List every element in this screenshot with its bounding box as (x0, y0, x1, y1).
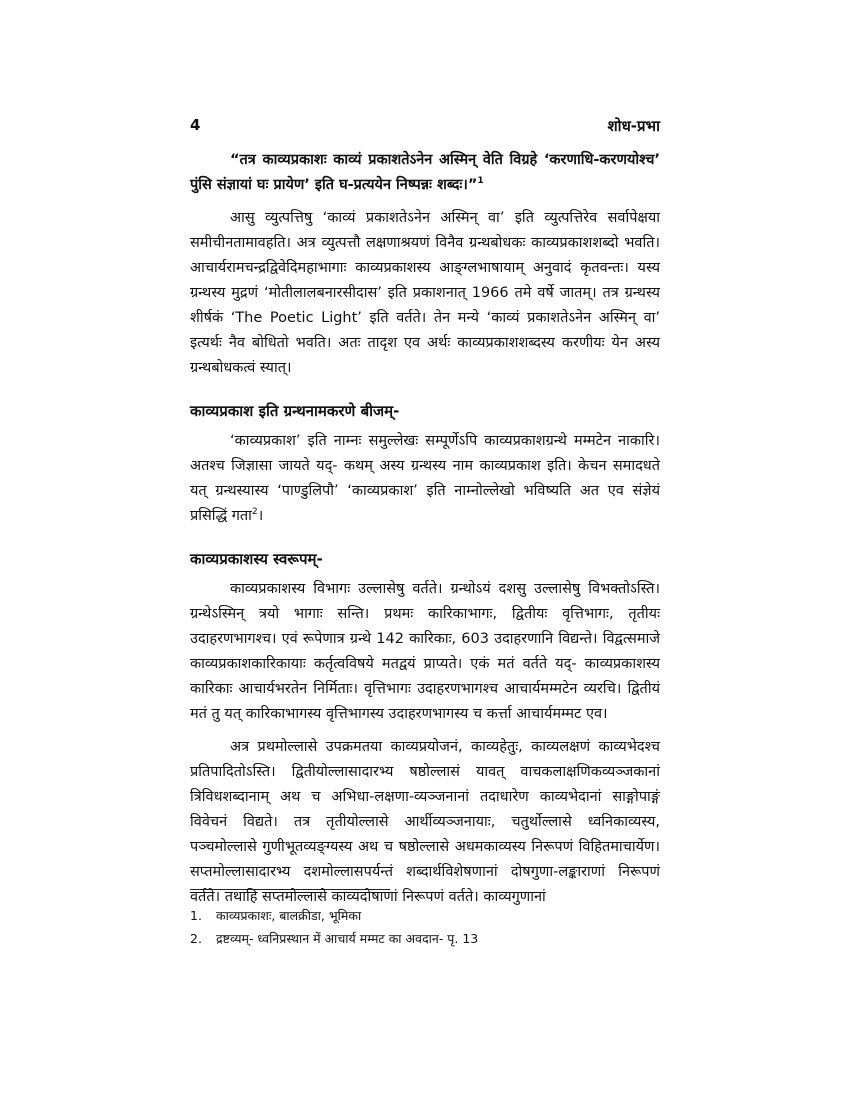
footnote-ref-1: 1 (477, 176, 484, 187)
paragraph-4: अत्र प्रथमोल्लासे उपक्रमतया काव्यप्रयोजनं, काव्यहेतुः, काव्यलक्षणं काव्यभेदश्च प्रतिपादितोऽस्ति। द्वितीयोल्लासादारभ्य षष्ठोल्लासं यावत् वाचकलाक्षणिकव्यञ्जकानां त्रिविधशब्दानाम् अथ च अभिधा-लक्षणा-व्यञ्जनानां तदाधारेण काव्यभेदानां साङ्गोपाङ्गं विवेचनं विद्यते। तत्र तृतीयोल्लासे आर्थीव्यञ्जनायाः, चतुर्थोल्लासे ध्वनिकाव्यस्य, पञ्चमोल्लासे गुणीभूतव्यङ्ग्यस्य अथ च षष्ठोल्लासे अधमकाव्यस्य निरूपणं विहितमाचार्येण। सप्तमोल्लासादारभ्य दशमोल्लासपर्यन्तं शब्दार्थविशेषणानां दोषगुणा-लङ्काराणां निरूपणं वर्तते। तथाहि सप्तमोल्लासे काव्यदोषाणां निरूपणं वर्तते। काव्यगुणानां (190, 739, 660, 905)
quote-paragraph (190, 148, 660, 198)
paragraph-2-end: । (257, 508, 264, 524)
paragraph-2 (190, 429, 660, 529)
footnote-divider (190, 889, 390, 890)
paragraph-1: आसु व्युत्पत्तिषु ‘काव्यं प्रकाशतेऽनेन अस्मिन् वा’ इति व्युत्पत्तिरेव सर्वापेक्षया समीचीनतामावहति। अत्र व्युत्पत्तौ लक्षणाश्रयणं विनैव ग्रन्थबोधकः काव्यप्रकाशशब्दो भवति। आचार्यरामचन्द्रद्विवेदिमहाभागाः काव्यप्रकाशस्य आङ्ग्लभाषायाम् अनुवादं कृतवन्तः। यस्य ग्रन्थस्य मुद्रणं ‘मोतीलालबनारसीदास’ इति प्रकाशनात् 1966 तमे वर्षे जातम्। तत्र ग्रन्थस्य शीर्षकं ‘The Poetic Light’ इति वर्तते। तेन मन्ये ‘काव्यं प्रकाशतेऽनेन अस्मिन् वा’ इत्यर्थः नैव बोधितो भवति। अतः तादृश एव अर्थः काव्यप्रकाशशब्दस्य करणीयः येन अस्य ग्रन्थबोधकत्वं स्यात्। (190, 210, 660, 376)
footnote-2 (190, 927, 660, 950)
page-number: 4 (190, 116, 201, 134)
footnote-number: 2. (190, 931, 202, 946)
body-text (190, 148, 660, 918)
footnote-text: द्रष्टव्यम्- ध्वनिप्रस्थान में आचार्य मम्मट का अवदान- पृ. 13 (216, 931, 479, 946)
section-heading-2: काव्यप्रकाशस्य स्वरूपम्- (190, 550, 323, 568)
footnote-ref-2: 2 (251, 507, 258, 518)
section-heading-1: काव्यप्रकाश इति ग्रन्थनामकरणे बीजम्- (190, 402, 400, 420)
footnote-1 (190, 904, 660, 927)
journal-title: शोध-प्रभा (607, 117, 660, 135)
footnotes (190, 904, 660, 950)
footnote-text: काव्यप्रकाशः, बालक्रीडा, भूमिका (216, 908, 362, 923)
footnote-number: 1. (190, 908, 202, 923)
paragraph-2-text: ‘काव्यप्रकाश’ इति नाम्नः समुल्लेखः सम्पूर्णेऽपि काव्यप्रकाशग्रन्थे मम्मटेन नाकारि। अतश्च जिज्ञासा जायते यद्- कथम् अस्य ग्रन्थस्य नाम काव्यप्रकाश इति। केचन समादधते यत् ग्रन्थस्यास्य ‘पाण्डुलिपौ’ ‘काव्यप्रकाश’ इति नाम्नोल्लेखो भविष्यति अत एव संज्ञेयं प्रसिद्धिं गता (190, 433, 660, 524)
quote-text: “तत्र काव्यप्रकाशः काव्यं प्रकाशतेऽनेन अस्मिन् वेति विग्रहे ‘करणाधि-करणयोश्च’ पुंसि संज्ञायां घः प्रायेण’ इति घ-प्रत्ययेन निष्पन्नः शब्दः।” (190, 152, 660, 193)
paragraph-3: काव्यप्रकाशस्य विभागः उल्लासेषु वर्तते। ग्रन्थोऽयं दशसु उल्लासेषु विभक्तोऽस्ति। ग्रन्थेऽस्मिन् त्रयो भागाः सन्ति। प्रथमः कारिकाभागः, द्वितीयः वृत्तिभागः, तृतीयः उदाहरणभागश्च। एवं रूपेणात्र ग्रन्थे 142 कारिकाः, 603 उदाहरणानि विद्यन्ते। विद्वत्समाजे काव्यप्रकाशकारिकायाः कर्तृत्वविषये मतद्वयं प्राप्यते। एकं मतं वर्तते यद्- काव्यप्रकाशस्य कारिकाः आचार्यभरतेन निर्मिताः। वृत्तिभागः उदाहरणभागश्च आचार्यमम्मटेन व्यरचि। द्वितीयं मतं तु यत् कारिकाभागस्य वृत्तिभागस्य उदाहरणभागस्य च कर्त्ता आचार्यमम्मट एव। (190, 581, 660, 722)
